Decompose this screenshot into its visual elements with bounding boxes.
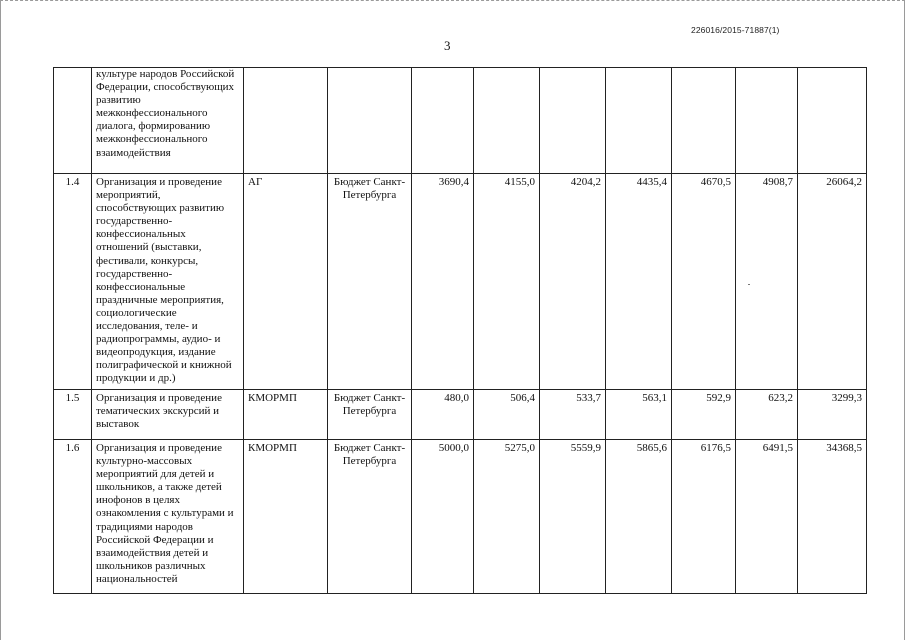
year-value-cell: 5000,0 xyxy=(412,440,474,594)
table-row xyxy=(54,68,867,174)
year-value-cell: 5275,0 xyxy=(474,440,540,594)
year-value-cell xyxy=(606,68,672,174)
document-reference: 226016/2015-71887(1) xyxy=(691,25,780,35)
measure-description-cell: Организация и проведение культурно-массовых мероприятий для детей и школьников, а также детей инофонов в целях ознакомления с культурами и традициями народов Российской Федерации и взаимодействия детей и школьников различных национальностей xyxy=(92,440,244,594)
year-value-cell xyxy=(540,68,606,174)
executor-cell: АГ xyxy=(244,174,328,390)
year-value-cell: 3690,4 xyxy=(412,174,474,390)
table-row xyxy=(54,174,867,390)
year-value-cell: 5865,6 xyxy=(606,440,672,594)
year-value-cell: 592,9 xyxy=(672,390,736,440)
year-value-cell: 563,1 xyxy=(606,390,672,440)
executor-cell: КМОРМП xyxy=(244,440,328,594)
year-value-cell: 4435,4 xyxy=(606,174,672,390)
year-value-cell: 6491,5 xyxy=(736,440,798,594)
year-value-cell: 506,4 xyxy=(474,390,540,440)
year-value-cell: 6176,5 xyxy=(672,440,736,594)
executor-cell: КМОРМП xyxy=(244,390,328,440)
table-row xyxy=(54,390,867,440)
total-value-cell xyxy=(798,68,867,174)
item-number-cell: 1.4 xyxy=(54,174,92,390)
item-number-cell: 1.5 xyxy=(54,390,92,440)
total-value-cell: 3299,3 xyxy=(798,390,867,440)
funding-source-cell: Бюджет Санкт-Петербурга xyxy=(328,174,412,390)
executor-cell xyxy=(244,68,328,174)
total-value-cell: 34368,5 xyxy=(798,440,867,594)
year-value-cell: 4155,0 xyxy=(474,174,540,390)
year-value-cell: 480,0 xyxy=(412,390,474,440)
year-value-cell: 533,7 xyxy=(540,390,606,440)
item-number-cell: 1.6 xyxy=(54,440,92,594)
total-value-cell: 26064,2 xyxy=(798,174,867,390)
table-body xyxy=(54,68,867,594)
table-row xyxy=(54,440,867,594)
funding-source-cell: Бюджет Санкт-Петербурга xyxy=(328,440,412,594)
year-value-cell: 623,2 xyxy=(736,390,798,440)
funding-source-cell: Бюджет Санкт-Петербурга xyxy=(328,390,412,440)
year-value-cell xyxy=(672,68,736,174)
measure-description-cell: культуре народов Российской Федерации, способствующих развитию межконфессионального диалога, формированию межконфессионального взаимодействия xyxy=(92,68,244,174)
year-value-cell: 4204,2 xyxy=(540,174,606,390)
year-value-cell xyxy=(412,68,474,174)
funding-source-cell xyxy=(328,68,412,174)
page-number: 3 xyxy=(444,38,451,53)
year-value-cell: 4908,7 xyxy=(736,174,798,390)
year-value-cell: 4670,5 xyxy=(672,174,736,390)
program-measures-table xyxy=(53,67,867,594)
measure-description-cell: Организация и проведение мероприятий, способствующих развитию государственно-конфессиональных отношений (выставки, фестивали, конкурсы, государственно-конфессиональные праздничные мероприятия, социологические исследования, теле- и радиопрограммы, аудио- и видеопродукция, издание полиграфической и книжной продукции и др.) xyxy=(92,174,244,390)
year-value-cell xyxy=(736,68,798,174)
item-number-cell xyxy=(54,68,92,174)
scan-speck xyxy=(748,284,750,285)
measure-description-cell: Организация и проведение тематических экскурсий и выставок xyxy=(92,390,244,440)
year-value-cell xyxy=(474,68,540,174)
year-value-cell: 5559,9 xyxy=(540,440,606,594)
